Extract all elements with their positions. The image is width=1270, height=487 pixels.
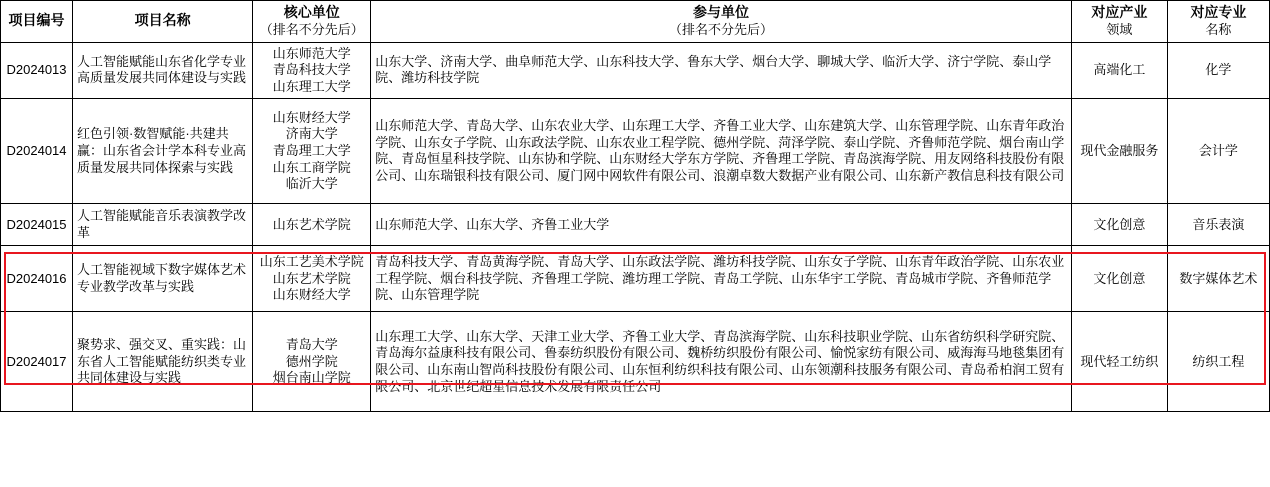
cell-core-unit xyxy=(253,246,371,312)
cell-participants: 山东师范大学、山东大学、齐鲁工业大学 xyxy=(371,204,1072,246)
core-unit-item: 烟台南山学院 xyxy=(272,370,351,386)
cell-code: D2024015 xyxy=(1,204,73,246)
core-unit-item: 山东财经大学 xyxy=(272,287,351,303)
column-header-industry-sub: 领域 xyxy=(1106,21,1133,37)
core-unit-item: 山东艺术学院 xyxy=(272,216,351,232)
cell-code: D2024016 xyxy=(1,246,73,312)
table-row xyxy=(1,204,1270,246)
column-header-code-main: 项目编号 xyxy=(8,12,65,29)
cell-name: 人工智能赋能音乐表演教学改革 xyxy=(73,204,253,246)
table-body xyxy=(1,42,1270,412)
column-header-code xyxy=(1,1,73,43)
core-unit-item: 山东艺术学院 xyxy=(272,270,351,286)
core-unit-item: 德州学院 xyxy=(285,353,338,369)
cell-major: 会计学 xyxy=(1167,99,1269,204)
cell-industry: 文化创意 xyxy=(1071,204,1167,246)
cell-code: D2024014 xyxy=(1,99,73,204)
table-header xyxy=(1,1,1270,43)
core-unit-item: 山东理工大学 xyxy=(272,78,351,94)
cell-industry: 文化创意 xyxy=(1071,246,1167,312)
core-unit-item: 青岛理工大学 xyxy=(272,143,351,159)
core-unit-item: 山东工商学院 xyxy=(272,159,351,175)
cell-code: D2024013 xyxy=(1,42,73,99)
cell-name: 人工智能赋能山东省化学专业高质量发展共同体建设与实践 xyxy=(73,42,253,99)
column-header-industry xyxy=(1071,1,1167,43)
core-unit-item: 山东财经大学 xyxy=(272,109,351,125)
cell-participants: 青岛科技大学、青岛黄海学院、青岛大学、山东政法学院、潍坊科技学院、山东女子学院、山东青年政治学院、山东农业工程学院、烟台科技学院、齐鲁理工学院、潍坊理工学院、青岛工学院、山东华宇工学院、青岛城市学院、齐鲁师范学院、山东管理学院 xyxy=(371,246,1072,312)
column-header-participants-main: 参与单位 xyxy=(693,4,750,20)
core-unit-item: 山东师范大学 xyxy=(272,45,351,61)
cell-industry: 现代金融服务 xyxy=(1071,99,1167,204)
core-unit-item: 山东工艺美术学院 xyxy=(259,253,364,269)
column-header-core-unit-main: 核心单位 xyxy=(283,4,340,20)
table-row xyxy=(1,99,1270,204)
cell-participants: 山东大学、济南大学、曲阜师范大学、山东科技大学、鲁东大学、烟台大学、聊城大学、临沂大学、济宁学院、泰山学院、潍坊科技学院 xyxy=(371,42,1072,99)
cell-core-unit xyxy=(253,204,371,246)
core-unit-item: 济南大学 xyxy=(285,126,338,142)
cell-major: 数字媒体艺术 xyxy=(1167,246,1269,312)
cell-name: 聚势求、强交叉、重实践：山东省人工智能赋能纺织类专业共同体建设与实践 xyxy=(73,312,253,412)
column-header-major xyxy=(1167,1,1269,43)
column-header-participants-sub: （排名不分先后） xyxy=(669,21,774,37)
column-header-participants xyxy=(371,1,1072,43)
cell-major: 纺织工程 xyxy=(1167,312,1269,412)
cell-code: D2024017 xyxy=(1,312,73,412)
core-unit-item: 青岛大学 xyxy=(285,336,338,352)
cell-major: 音乐表演 xyxy=(1167,204,1269,246)
cell-industry: 现代轻工纺织 xyxy=(1071,312,1167,412)
column-header-major-main: 对应专业 xyxy=(1190,4,1247,20)
core-unit-item: 青岛科技大学 xyxy=(272,62,351,78)
table-row xyxy=(1,312,1270,412)
cell-name: 人工智能视域下数字媒体艺术专业教学改革与实践 xyxy=(73,246,253,312)
column-header-core-unit-sub: （排名不分先后） xyxy=(259,21,364,37)
cell-name: 红色引领·数智赋能·共建共赢：山东省会计学本科专业高质量发展共同体探索与实践 xyxy=(73,99,253,204)
table-row xyxy=(1,246,1270,312)
header-row xyxy=(1,1,1270,43)
table-row xyxy=(1,42,1270,99)
cell-participants: 山东师范大学、青岛大学、山东农业大学、山东理工大学、齐鲁工业大学、山东建筑大学、山东管理学院、山东青年政治学院、山东女子学院、山东政法学院、山东农业工程学院、德州学院、菏泽学院、泰山学院、齐鲁师范学院、烟台南山学院、青岛恒星科技学院、山东协和学院、山东财经大学东方学院、齐鲁理工学院、青岛滨海学院、用友网络科技股份有限公司、山东瑞银科技有限公司、厦门网中网软件有限公司、浪潮卓数大数据产业有限公司、山东新产教信息科技有限公司 xyxy=(371,99,1072,204)
cell-core-unit xyxy=(253,99,371,204)
column-header-name xyxy=(73,1,253,43)
column-header-industry-main: 对应产业 xyxy=(1091,4,1148,20)
cell-core-unit xyxy=(253,312,371,412)
core-unit-item: 临沂大学 xyxy=(285,176,338,192)
column-header-core-unit xyxy=(253,1,371,43)
cell-industry: 高端化工 xyxy=(1071,42,1167,99)
column-header-major-sub: 名称 xyxy=(1205,21,1232,37)
cell-major: 化学 xyxy=(1167,42,1269,99)
cell-core-unit xyxy=(253,42,371,99)
column-header-name-main: 项目名称 xyxy=(134,12,191,29)
cell-participants: 山东理工大学、山东大学、天津工业大学、齐鲁工业大学、青岛滨海学院、山东科技职业学院、山东省纺织科学研究院、青岛海尔益康科技有限公司、鲁泰纺织股份有限公司、魏桥纺织股份有限公司、愉悦家纺有限公司、威海海马地毯集团有限公司、山东南山智尚科技股份有限公司、山东恒利纺织科技有限公司、山东领潮科技服务有限公司、青岛希柏润工贸有限公司、北京世纪超星信息技术发展有限责任公司 xyxy=(371,312,1072,412)
